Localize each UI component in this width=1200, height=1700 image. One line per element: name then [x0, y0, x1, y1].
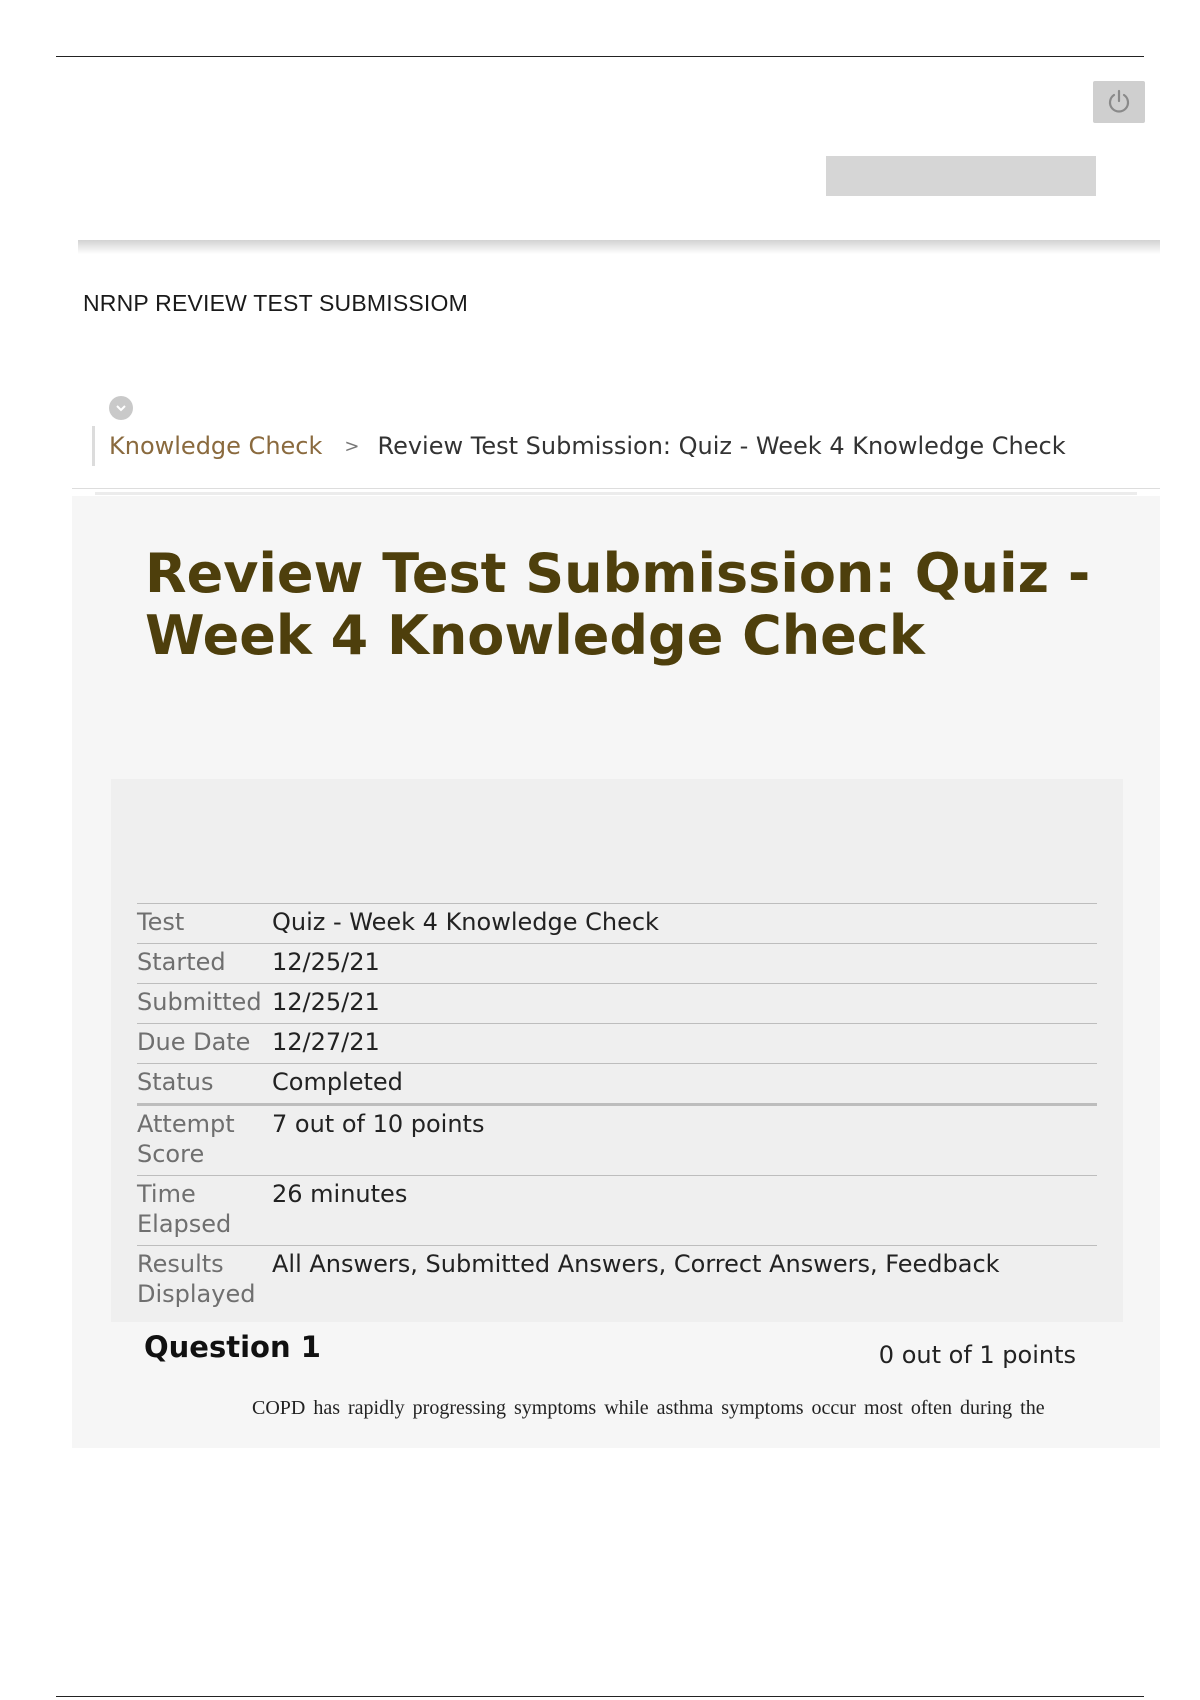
detail-label: Results Displayed: [137, 1250, 256, 1308]
table-row: [137, 1105, 1097, 1176]
breadcrumb-link-knowledge-check[interactable]: Knowledge Check: [109, 432, 323, 460]
breadcrumb-menu-button[interactable]: [109, 396, 133, 420]
detail-label: Test: [137, 908, 185, 936]
detail-value: All Answers, Submitted Answers, Correct Answers, Feedback: [272, 1250, 1000, 1278]
detail-value: Quiz - Week 4 Knowledge Check: [272, 908, 659, 936]
detail-value: 7 out of 10 points: [272, 1110, 485, 1138]
table-row: [137, 1024, 1097, 1064]
breadcrumb: [109, 429, 1066, 463]
breadcrumb-divider-shadow: [95, 492, 1137, 495]
table-row: [137, 904, 1097, 944]
breadcrumb-accent-bar: [92, 426, 95, 466]
page-heading: NRNP REVIEW TEST SUBMISSIOM: [83, 290, 468, 316]
detail-label: Due Date: [137, 1028, 251, 1056]
detail-label: Time Elapsed: [137, 1180, 232, 1238]
question-title: Question 1: [144, 1330, 321, 1364]
bottom-rule: [56, 1696, 1144, 1697]
header-divider: [78, 240, 1160, 254]
detail-label: Attempt Score: [137, 1110, 235, 1168]
breadcrumb-separator-icon: >: [344, 435, 360, 457]
question-points: 0 out of 1 points: [878, 1341, 1076, 1369]
detail-value: Completed: [272, 1068, 403, 1096]
table-row: [137, 1064, 1097, 1105]
breadcrumb-current: Review Test Submission: Quiz - Week 4 Knowledge Check: [377, 432, 1066, 460]
detail-label: Submitted: [137, 988, 262, 1016]
top-rule: [56, 56, 1144, 57]
submission-details-table: [137, 903, 1097, 1315]
table-row: [137, 944, 1097, 984]
detail-value: 12/27/21: [272, 1028, 380, 1056]
breadcrumb-divider: [72, 488, 1160, 489]
table-row: [137, 984, 1097, 1024]
page-title: Review Test Submission: Quiz - Week 4 Knowledge Check: [145, 542, 1091, 667]
detail-label: Started: [137, 948, 226, 976]
detail-value: 12/25/21: [272, 948, 380, 976]
logout-button[interactable]: [1093, 81, 1145, 123]
power-icon: [1104, 87, 1134, 117]
header-search-field[interactable]: [826, 156, 1096, 196]
question-text: COPD has rapidly progressing symptoms while asthma symptoms occur most often during the: [252, 1397, 1045, 1419]
table-row: [137, 1246, 1097, 1316]
chevron-down-icon: [114, 401, 128, 415]
table-row: [137, 1176, 1097, 1246]
detail-value: 12/25/21: [272, 988, 380, 1016]
detail-value: 26 minutes: [272, 1180, 408, 1208]
detail-label: Status: [137, 1068, 214, 1096]
